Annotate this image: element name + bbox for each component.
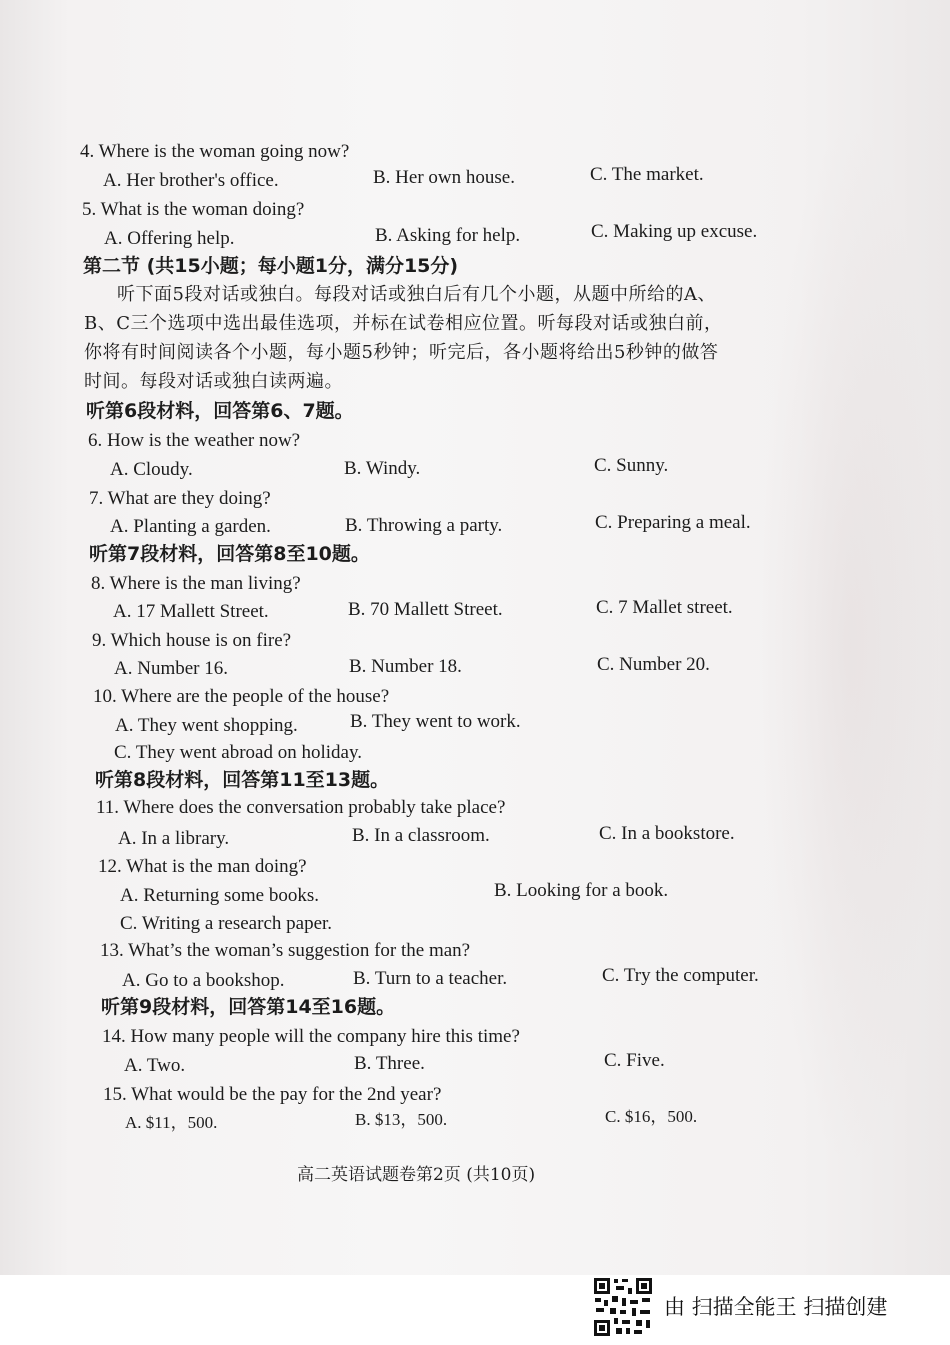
q10-option-c: C. They went abroad on holiday. [114,742,363,763]
q15-option-c: C. $16，500. [605,1107,698,1126]
q11-option-a: A. In a library. [118,828,230,849]
group-9-heading: 听第9段材料，回答第14至16题。 [101,996,396,1018]
instruction-line-2: B、C三个选项中选出最佳选项，并标在试卷相应位置。听每段对话或独白前， [84,313,723,334]
q15-option-a: A. $11，500. [125,1113,218,1132]
scanner-watermark: 由 扫描全能王 扫描创建 [664,1295,888,1319]
question-5: 5. What is the woman doing? [82,199,305,220]
q13-option-b: B. Turn to a teacher. [353,968,508,989]
section-2-heading: 第二节 (共15小题；每小题1分，满分15分) [83,255,459,277]
group-6-heading: 听第6段材料，回答第6、7题。 [86,400,354,422]
question-11: 11. Where does the conversation probably take place? [96,797,506,818]
q15-option-b: B. $13，500. [355,1110,448,1129]
question-8: 8. Where is the man living? [91,573,301,594]
question-15: 15. What would be the pay for the 2nd year? [103,1084,442,1105]
q14-option-c: C. Five. [604,1050,665,1071]
q8-option-c: C. 7 Mallet street. [596,597,733,618]
question-4: 4. Where is the woman going now? [80,141,350,162]
q12-option-b: B. Looking for a book. [494,880,669,901]
q10-option-a: A. They went shopping. [115,715,298,736]
page-footer: 高二英语试题卷第2页 (共10页) [297,1165,536,1185]
bleed-through-shadow [760,120,940,1170]
q13-option-a: A. Go to a bookshop. [122,970,285,991]
q5-option-a: A. Offering help. [104,228,235,249]
q4-option-b: B. Her own house. [373,167,515,188]
question-14: 14. How many people will the company hire this time? [102,1026,520,1047]
question-6: 6. How is the weather now? [88,430,301,451]
q10-option-b: B. They went to work. [350,711,521,732]
q12-option-c: C. Writing a research paper. [120,913,333,934]
qr-code-icon [592,1276,654,1338]
question-7: 7. What are they doing? [89,488,271,509]
q12-option-a: A. Returning some books. [120,885,319,906]
question-13: 13. What’s the woman’s suggestion for the man? [100,940,471,961]
group-7-heading: 听第7段材料，回答第8至10题。 [89,543,370,565]
q14-option-a: A. Two. [124,1055,186,1076]
q9-option-b: B. Number 18. [349,656,462,677]
q13-option-c: C. Try the computer. [602,965,759,986]
q6-option-a: A. Cloudy. [110,459,193,480]
group-8-heading: 听第8段材料，回答第11至13题。 [95,769,390,791]
q11-option-c: C. In a bookstore. [599,823,735,844]
q9-option-a: A. Number 16. [114,658,228,679]
q9-option-c: C. Number 20. [597,654,710,675]
q8-option-a: A. 17 Mallett Street. [113,601,269,622]
q14-option-b: B. Three. [354,1053,425,1074]
q5-option-c: C. Making up excuse. [591,221,758,242]
instruction-line-3: 你将有时间阅读各个小题，每小题5秒钟；听完后，各小题将给出5秒钟的做答 [84,342,719,363]
q6-option-c: C. Sunny. [594,455,669,476]
q4-option-c: C. The market. [590,164,704,185]
question-9: 9. Which house is on fire? [92,630,292,651]
question-12: 12. What is the man doing? [98,856,307,877]
question-10: 10. Where are the people of the house? [93,686,390,707]
q11-option-b: B. In a classroom. [352,825,490,846]
q5-option-b: B. Asking for help. [375,225,521,246]
q7-option-b: B. Throwing a party. [345,515,503,536]
q7-option-c: C. Preparing a meal. [595,512,751,533]
instruction-line-4: 时间。每段对话或独白读两遍。 [84,371,343,392]
q6-option-b: B. Windy. [344,458,421,479]
q8-option-b: B. 70 Mallett Street. [348,599,503,620]
instruction-line-1: 听下面5段对话或独白。每段对话或独白后有几个小题，从题中所给的A、 [117,284,716,305]
q7-option-a: A. Planting a garden. [110,516,271,537]
q4-option-a: A. Her brother's office. [103,170,279,191]
